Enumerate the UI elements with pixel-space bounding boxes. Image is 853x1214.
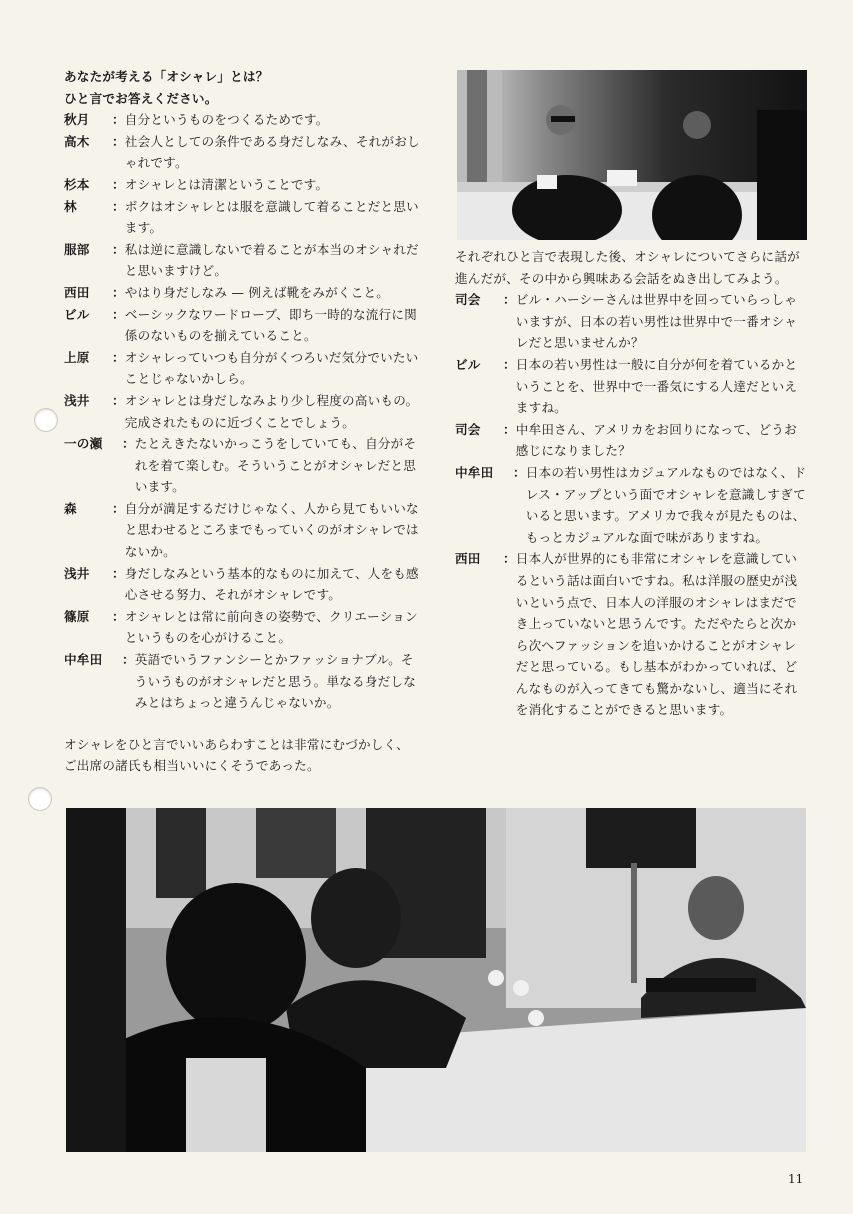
colon-mark: ： (112, 392, 125, 408)
question-line-1: あなたが考える「オシャレ」とは？ (64, 69, 269, 84)
answer-row (64, 304, 420, 347)
speech-text: 私は逆に意識しないで着ることが本当のオシャれだと思いますけど。 (124, 241, 419, 279)
speaker-name: 服部 (64, 241, 90, 257)
answer-row (64, 390, 420, 433)
speaker-name: 司会 (455, 421, 481, 437)
colon-mark: ： (112, 306, 125, 322)
question-line-2: ひと言でお答えください。 (64, 90, 218, 106)
speech-text: ベーシックなワードローブ、即ち一時的な流行に関係のないものを揃えていること。 (124, 306, 417, 344)
answer-row (64, 649, 420, 714)
answer-row (64, 498, 420, 563)
speech-text: 日本の若い男性は一般に自分が何を着ているかということを、世界中で一番気にする人達だといえますね。 (515, 356, 798, 416)
page-number: 11 (788, 1172, 804, 1186)
speaker-name: ビル (455, 356, 481, 372)
speaker-name: ビル (64, 306, 90, 322)
speech-text: たとえきたないかっこうをしていても、自分がそれを着て楽しむ。そういうことがオシャレだと思います。 (134, 436, 417, 495)
dialog-row (455, 548, 807, 721)
speech-text: オシャレとは清潔ということです。 (124, 176, 329, 192)
speech-text: 自分が満足するだけじゃなく、人から見てもいいなと思わせるところまでもっていくのがオシャレではないか。 (124, 500, 419, 560)
colon-mark: ： (112, 565, 125, 581)
colon-mark: ： (122, 652, 135, 668)
binder-hole-top (34, 408, 58, 432)
dialog-row (455, 289, 807, 354)
panel-photo-top (457, 70, 807, 240)
speaker-name: 林 (64, 198, 77, 214)
speaker-name: 中牟田 (64, 652, 103, 668)
dialog-list (455, 289, 807, 721)
answer-row (64, 109, 420, 131)
right-column (455, 246, 807, 721)
colon-mark: ： (112, 241, 125, 257)
speech-text: ビル・ハーシーさんは世界中を回っていらっしゃいますが、日本の若い男性は世界中で一番オシャレだと思いませんか？ (515, 292, 798, 351)
colon-mark: ： (112, 176, 125, 192)
speech-text: オシャレっていつも自分がくつろいだ気分でいたいことじゃないかしら。 (124, 349, 419, 387)
colon-mark: ： (112, 608, 125, 624)
speaker-name: 森 (64, 500, 77, 516)
speaker-name: 秋月 (64, 112, 90, 128)
dialog-row (455, 419, 807, 462)
dialog-row (455, 462, 807, 548)
speech-text: 英語でいうファンシーとかファッショナブル。そういうものがオシャレだと思う。単なる身だしなみとはちょっと違うんじゃないか。 (134, 652, 417, 711)
answer-row (64, 239, 420, 282)
speaker-name: 浅井 (64, 392, 90, 408)
colon-mark: ： (112, 349, 125, 365)
speaker-name: 浅井 (64, 565, 90, 581)
answer-row (64, 174, 420, 196)
colon-mark: ： (513, 464, 526, 480)
colon-mark: ： (112, 133, 125, 149)
answer-row (64, 131, 420, 174)
colon-mark: ： (503, 421, 516, 437)
colon-mark: ： (112, 500, 125, 516)
intro-paragraph: それぞれひと言で表現した後、オシャレについてさらに話が進んだが、その中から興味ある会話をぬき出してみよう。 (455, 249, 800, 286)
colon-mark: ： (112, 198, 125, 214)
answer-row (64, 433, 420, 498)
dialog-row (455, 354, 807, 419)
colon-mark: ： (122, 436, 135, 452)
colon-mark: ： (112, 284, 125, 300)
colon-mark: ： (112, 112, 125, 128)
speech-text: オシャレとは身だしなみより少し程度の高いもの。完成されたものに近づくことでしょう。 (124, 392, 419, 430)
speaker-name: 高木 (64, 133, 90, 149)
speech-text: 自分というものをつくるためです。 (124, 112, 329, 128)
speech-text: ボクはオシャレとは服を意識して着ることだと思います。 (124, 198, 419, 236)
colon-mark: ： (503, 356, 516, 372)
answer-row (64, 282, 420, 304)
speech-text: 社会人としての条件である身だしなみ、それがおしゃれです。 (124, 133, 420, 171)
closing-paragraph: オシャレをひと言でいいあらわすことは非常にむづかしく、ご出席の諸氏も相当いいにくそうであった。 (64, 736, 409, 774)
answers-list (64, 109, 420, 714)
speech-text: 日本の若い男性はカジュアルなものではなく、ドレス・アップという面でオシャレを意識しすぎていると思います。アメリカで我々が見たものは、もっとカジュアルな面で味がありますね。 (525, 464, 807, 545)
speaker-name: 一の瀬 (64, 436, 103, 452)
speaker-name: 中牟田 (455, 464, 494, 480)
speech-text: オシャレとは常に前向きの姿勢で、クリエーションというものを心がけること。 (124, 608, 418, 646)
colon-mark: ： (503, 292, 516, 308)
speech-text: やはり身だしなみ — 例えば靴をみがくこと。 (124, 284, 390, 300)
answer-row (64, 196, 420, 239)
left-column (64, 66, 420, 777)
speaker-name: 上原 (64, 349, 90, 365)
speech-text: 中牟田さん、アメリカをお回りになって、どうお感じになりました？ (515, 421, 797, 459)
answer-row (64, 563, 420, 606)
colon-mark: ： (503, 551, 516, 567)
speech-text: 身だしなみという基本的なものに加えて、人をも感心させる努力、それがオシャレです。 (124, 565, 419, 603)
panel-photo-bottom (66, 808, 806, 1152)
speaker-name: 西田 (455, 551, 481, 567)
speaker-name: 西田 (64, 284, 90, 300)
binder-hole-bottom (28, 787, 52, 811)
speaker-name: 杉本 (64, 176, 90, 192)
answer-row (64, 606, 420, 649)
speech-text: 日本人が世界的にも非常にオシャレを意識しているという話は面白いですね。私は洋服の歴史が浅いという点で、日本人の洋服のオシャレはまだでき上っていないと思うんです。ただやたらと次から次へファッションを追いかけることがオシャレだと思っている。もし基本がわかっていれば、どんなものが入ってきても驚かないし、適当にそれを消化することができると思います。 (515, 551, 798, 718)
speaker-name: 司会 (455, 292, 481, 308)
answer-row (64, 347, 420, 390)
speaker-name: 篠原 (64, 608, 90, 624)
